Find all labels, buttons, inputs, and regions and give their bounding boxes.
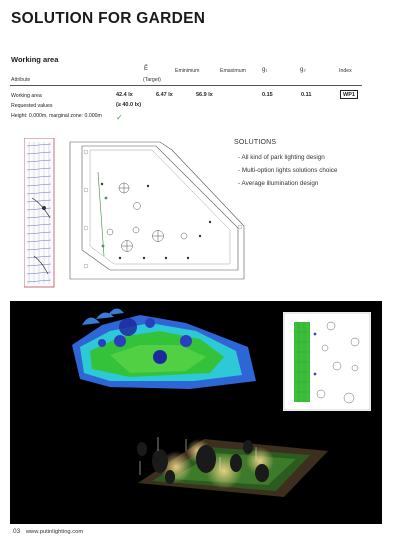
col-attribute: Attribute bbox=[11, 77, 31, 83]
col-e-min: Eminimum bbox=[175, 68, 200, 74]
solution-item: - All kind of park lighting design bbox=[238, 154, 325, 161]
section-title: Working area bbox=[11, 55, 59, 64]
solution-item: - Average illumination design bbox=[238, 180, 319, 187]
solutions-heading: SOLUTIONS bbox=[234, 139, 277, 146]
requested-value: (≥ 40.0 lx) bbox=[116, 102, 142, 108]
inset-plan bbox=[283, 312, 371, 411]
footer bbox=[13, 528, 83, 535]
table-rule bbox=[10, 85, 362, 86]
row-e-min: 6.47 lx bbox=[156, 92, 173, 98]
col-g1: g₁ bbox=[262, 67, 268, 73]
col-index: Index bbox=[339, 68, 352, 74]
row-e-max: 56.9 lx bbox=[196, 92, 213, 98]
index-badge: WP1 bbox=[340, 90, 358, 99]
row-e-avg: 42.4 lx bbox=[116, 92, 133, 98]
height-note: Height: 0.000m, marginal zone: 0.000m bbox=[11, 113, 102, 119]
check-icon: ✓ bbox=[116, 113, 123, 122]
website-link[interactable]: www.putinlighting.com bbox=[25, 529, 84, 535]
row-label: Working area bbox=[11, 93, 42, 99]
solution-item: - Multi-option lights solutions choice bbox=[238, 167, 338, 174]
inset-falsecolor-plan bbox=[283, 312, 371, 411]
lighting-plan-drawing bbox=[24, 138, 254, 290]
row-g1: 0.15 bbox=[262, 92, 273, 98]
page-number: 03 bbox=[13, 528, 21, 535]
requested-label: Requested values bbox=[11, 103, 53, 109]
page-title: SOLUTION FOR GARDEN bbox=[11, 10, 206, 27]
row-g2: 0.11 bbox=[301, 92, 312, 98]
col-e-max: Emaximum bbox=[220, 68, 246, 74]
col-e-target-sub: (Target) bbox=[143, 77, 161, 83]
isolux-strip bbox=[24, 138, 54, 287]
col-g2: g₂ bbox=[300, 67, 306, 73]
col-e-target: Ē bbox=[144, 66, 149, 72]
site-plan bbox=[70, 142, 244, 279]
